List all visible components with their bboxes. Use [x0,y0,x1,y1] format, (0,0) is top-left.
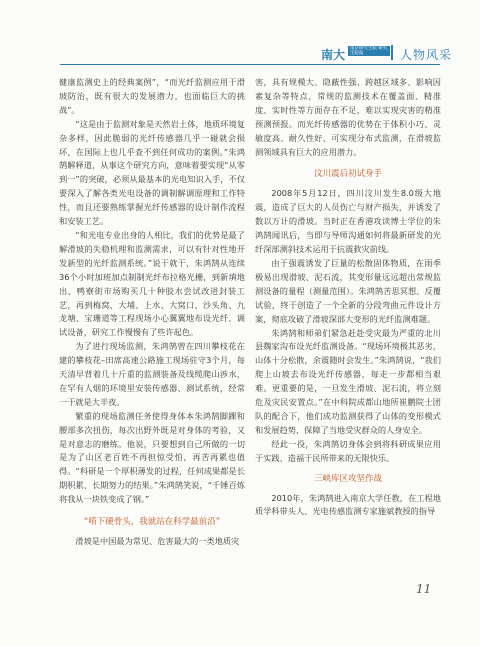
header-divider [391,45,393,60]
paragraph: “和光电专业出身的人相比，我们的优势是最了解滑坡的失稳机理和监测需求，可以有针对性地开发新型的光纤监测系统。”说干就干，朱鸿鹄从连续36个小时加班加点制制光纤布拉格光栅，到新填地出、鸭寮街市场购买几十种胶水尝试改进封装工艺，再到梅窝、大埔、上水、大窝口、沙头角、九龙塘、宝珊道等工程现场小心翼翼地布设光纤、调试设备，研究工作慢慢有了些许起色。 [59,229,245,338]
paragraph: 经此一役，朱鸿鹄切身体会到将科研成果应用于实践、造福于民所带来的无限快乐。 [255,438,441,463]
section-heading: “啃下硬骨头，我就站在科学最前沿” [83,517,221,528]
paragraph: 2010年，朱鸿鹄进入南京大学任教，在工程地质学科带头人、光电传感监测专家施斌教授的指导 [255,492,441,517]
paragraph: 2008年5月12日，四川汶川发生8.0级大地震，造成了巨大的人员伤亡与财产损失，并诱发了数以万计的滑坡。当时正在香港攻读博士学位的朱鸿鹄闻讯后，当即与导师沟通如何将最新研发的光纤深部测斜技术运用于抗震救灾前线。 [255,188,441,255]
left-column [59,76,245,549]
paragraph: 健康监测史上的经典案例”，“而光纤监测应用于滑坡防治，既有很大的发展潜力，也面临巨大的挑战”。 [59,77,245,115]
paragraph: 朱鸿鹄和师弟们紧急赶赴受灾最为严重的北川县魏家沟布设光纤监测设备。“现场环境极其恶劣，山体十分松散，余震随时会发生。”朱鸿鹄说，“我们爬上山坡去布设光纤传感器，每走一步都相当艰难。更重要的是，一旦发生滑坡、泥石流，将立刻危及灾民安置点。”在中科院成都山地所崔鹏院士团队的配合下，他们成功监测获得了山体的变形模式和发展趋势，保障了当地受灾群众的人身安全。 [255,327,441,435]
paragraph: 为了进行现场监测，朱鸿鹄曾在四川攀枝花在建的攀枝花–田席高速公路施工现场驻守3个月，每天清早背着几十斤重的监测装备及线缆爬山涉水，在罕有人烟的环境里安装传感器、测试系统，经常一干就是大半夜。 [59,341,245,407]
page-header [0,40,480,70]
paragraph: 由于强震诱发了巨量的松散固体物质，在雨季极易出现滑坡、泥石流，其变形量远远超出常规监测设备的量程（测量范围）。朱鸿鹄苦思冥想、反覆试验，终于创造了一个全新的分段弯曲元件设计方案，彻底攻破了滑坡深部大变形的光纤监测难题。 [255,257,441,324]
brand-subtitle: 南京研究生院 研究生院报 [348,46,390,56]
paragraph: “这是由于监测对象是天然岩土体，地质环境复杂多样，因此脆弱的光纤传感器几乎一碰就会损坏，在国际上也几乎查不到任何成功的案例。”朱鸿鹄解释道，从事这个研究方向，意味着要实现“从零到一”的突破，必须从最基本的光电知识入手，不仅要深入了解各类光电设备的调制解调原理和工作特性，而且还要熟练掌握光纤传感器的设计制作流程和安装工艺。 [59,118,245,227]
page-number: 11 [416,582,432,596]
paragraph: 滑坡是中国最为常见、危害最大的一类地质灾 [75,536,240,547]
section-heading: 汶川震后初试身手 [313,169,382,180]
paragraph: 害，具有规模大、隐蔽性强、跨越区域多、影响因素复杂等特点，常规的监测技术在覆盖面、精准度、实时性等方面存在不足，难以实现灾害的精准预测预报。而光纤传感器的优势在于体积小巧、灵敏度高、耐久性好、可实现分布式监测，在滑坡监测领域具有巨大的应用潜力。 [255,77,441,157]
header-rule [60,64,440,65]
section-title: 人物风采 [400,48,453,62]
brand-logo: 南大 [321,48,346,62]
paragraph: 繁重的现场监测任务使得身体本朱鸿鹄脚踝和腰部多次扭伤，每次出野外既是对身体的考验，又是对意志的磨练。他说，只要想到自己所做的一切是为了山区老百姓不再担惊受怕，再苦再累也值得。“科研是一个厚积薄发的过程，任何成果都是长期积累、长期努力的结果。”朱鸿鹄笑说，“千锤百炼将我从一块铁变成了钢。” [59,410,245,505]
section-heading: 三峡库区攻坚作战 [313,473,382,484]
right-column [255,76,441,519]
